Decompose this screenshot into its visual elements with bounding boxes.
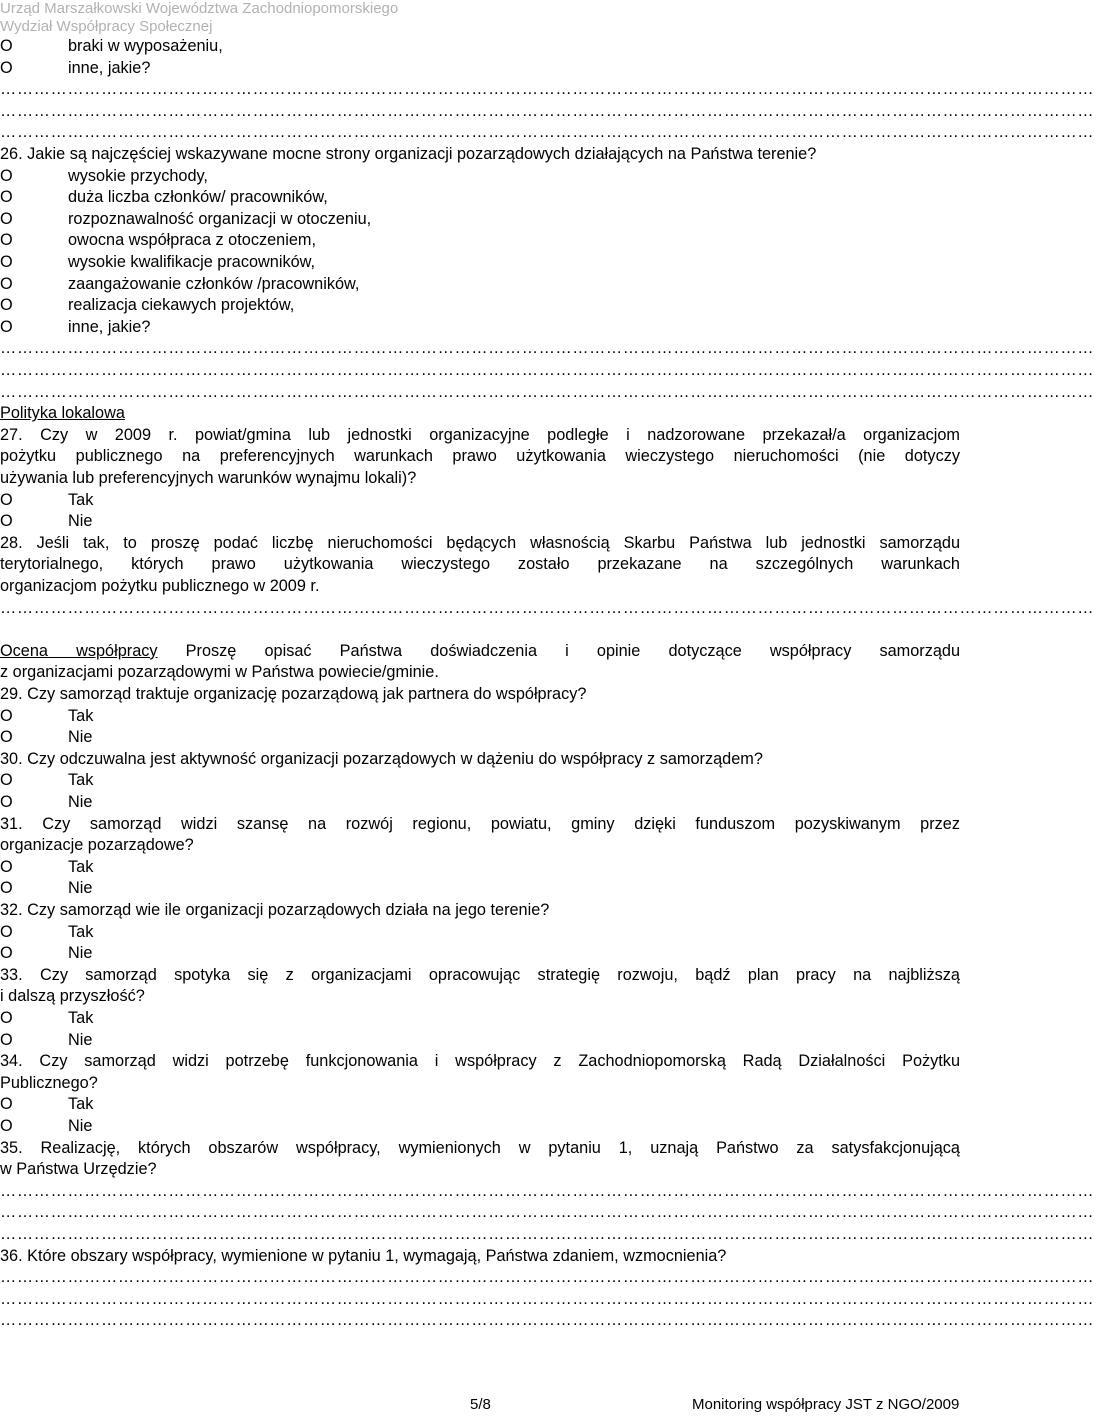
- question-text: 36. Które obszary współpracy, wymienione w pytaniu 1, wymagają, Państwa zdaniem, wzmocnienia?: [0, 1246, 727, 1265]
- option-label: Nie: [68, 944, 93, 963]
- answer-dotted-line: ……………………………………………………………………………………………………………………………………………………………………………: [0, 123, 1094, 142]
- answer-option: [0, 490, 960, 512]
- question-text: 34. Czy samorząd widzi potrzebę funkcjonowania i współpracy z Zachodniopomorską Radą Działalności Pożytku: [0, 1052, 960, 1071]
- option-label: realizacja ciekawych projektów,: [68, 296, 295, 315]
- option-circle-icon: O: [0, 274, 13, 293]
- option-circle-icon: O: [0, 296, 13, 315]
- option-label: Nie: [68, 1117, 93, 1135]
- answer-dotted-line: ……………………………………………………………………………………………………………………………………………………………………………: [0, 1268, 1094, 1287]
- question-text: 35. Realizację, których obszarów współpracy, wymienionych w pytaniu 1, uznają Państwo za satysfakcjonującą: [0, 1138, 960, 1157]
- option-label: inne, jakie?: [68, 58, 151, 77]
- question-text: pożytku publicznego na preferencyjnych warunkach prawo użytkowania wieczystego nieruchomości (nie dotyczy: [0, 447, 960, 466]
- answer-option: [0, 943, 960, 965]
- answer-option: [0, 230, 960, 252]
- blank-line: [0, 619, 960, 641]
- answer-dotted-line: ……………………………………………………………………………………………………………………………………………………………………………: [0, 1181, 1094, 1200]
- header-department: Wydział Współpracy Społecznej: [0, 18, 213, 35]
- option-circle-icon: O: [0, 1009, 13, 1027]
- option-label: zaangażowanie członków /pracowników,: [68, 274, 360, 293]
- option-circle-icon: O: [0, 944, 13, 963]
- option-circle-icon: O: [0, 1095, 13, 1114]
- question-text: 30. Czy odczuwalna jest aktywność organizacji pozarządowych w dążeniu do współpracy z samorządem?: [0, 749, 763, 768]
- question-text: Publicznego?: [0, 1073, 98, 1092]
- question-text: organizacje pozarządowe?: [0, 836, 194, 855]
- header-institution: Urząd Marszałkowski Województwa Zachodniopomorskiego: [0, 0, 399, 17]
- question-text: 28. Jeśli tak, to proszę podać liczbę nieruchomości będących własnością Skarbu Państwa lub jednostki samorządu: [0, 533, 960, 552]
- section-heading: Ocena współpracy: [0, 641, 158, 660]
- option-circle-icon: O: [0, 253, 13, 271]
- option-label: Tak: [68, 706, 94, 725]
- option-label: Tak: [68, 922, 94, 941]
- option-circle-icon: O: [0, 728, 13, 747]
- section-heading: Polityka lokalowa: [0, 404, 125, 423]
- option-label: Nie: [68, 512, 93, 531]
- question-text: 31. Czy samorząd widzi szansę na rozwój regionu, powiatu, gminy dzięki funduszom pozyskiwanym przez: [0, 814, 960, 833]
- answer-dotted-line: ……………………………………………………………………………………………………………………………………………………………………………: [0, 80, 1094, 99]
- question-text: 32. Czy samorząd wie ile organizacji pozarządowych działa na jego terenie?: [0, 901, 550, 919]
- option-label: Nie: [68, 1030, 93, 1049]
- question-text: organizacjom pożytku publicznego w 2009 r.: [0, 577, 320, 595]
- question-text: 26. Jakie są najczęściej wskazywane mocne strony organizacji pozarządowych działających na Państwa terenie?: [0, 145, 817, 163]
- answer-option: [0, 1116, 960, 1138]
- answer-option: [0, 187, 960, 209]
- answer-option: [0, 706, 960, 728]
- option-circle-icon: O: [0, 166, 13, 185]
- answer-dotted-line: ……………………………………………………………………………………………………………………………………………………………………………: [0, 1311, 1094, 1330]
- answer-option: [0, 252, 960, 274]
- option-label: braki w wyposażeniu,: [68, 37, 223, 55]
- option-label: Nie: [68, 793, 93, 811]
- option-circle-icon: O: [0, 706, 13, 725]
- answer-option: [0, 295, 960, 317]
- option-circle-icon: O: [0, 490, 13, 509]
- option-circle-icon: O: [0, 793, 13, 811]
- question-text: terytorialnego, których prawo użytkowania wieczystego zostało przekazane na szczególnych warunkach: [0, 555, 960, 574]
- question-text: z organizacjami pozarządowymi w Państwa powiecie/gminie.: [0, 663, 439, 682]
- option-circle-icon: O: [0, 771, 13, 790]
- option-label: wysokie kwalifikacje pracowników,: [68, 253, 316, 271]
- option-circle-icon: O: [0, 857, 13, 876]
- answer-dotted-line: ……………………………………………………………………………………………………………………………………………………………………………: [0, 382, 1094, 401]
- ocena-intro: [0, 641, 960, 663]
- option-circle-icon: O: [0, 37, 13, 55]
- answer-option: [0, 1094, 960, 1116]
- question-text: 33. Czy samorząd spotyka się z organizacjami opracowując strategię rozwoju, bądź plan pracy na najbliższą: [0, 965, 960, 984]
- answer-dotted-line: ……………………………………………………………………………………………………………………………………………………………………………: [0, 101, 1094, 120]
- answer-dotted-line: ……………………………………………………………………………………………………………………………………………………………………………: [0, 1289, 1094, 1308]
- option-label: Nie: [68, 879, 93, 898]
- answer-option: [0, 922, 960, 944]
- question-text: i dalszą przyszłość?: [0, 987, 145, 1006]
- option-label: Tak: [68, 1095, 94, 1114]
- answer-option: [0, 878, 960, 900]
- option-circle-icon: O: [0, 58, 13, 77]
- option-label: Tak: [68, 1009, 94, 1027]
- answer-option: [0, 36, 960, 58]
- option-label: Nie: [68, 728, 93, 747]
- question-text: 27. Czy w 2009 r. powiat/gmina lub jednostki organizacyjne podległe i nadzorowane przekazał/a organizacjom: [0, 425, 960, 444]
- question-text: 29. Czy samorząd traktuje organizację pozarządową jak partnera do współpracy?: [0, 685, 587, 703]
- answer-option: [0, 792, 960, 814]
- answer-option: [0, 727, 960, 749]
- answer-option: [0, 58, 960, 80]
- answer-option: [0, 1008, 960, 1030]
- answer-option: [0, 857, 960, 879]
- option-label: Tak: [68, 490, 94, 509]
- answer-dotted-line: ……………………………………………………………………………………………………………………………………………………………………………: [0, 361, 1094, 379]
- option-label: inne, jakie?: [68, 317, 151, 336]
- question-text: używania lub preferencyjnych warunków wynajmu lokali)?: [0, 469, 417, 487]
- page-number: 5/8: [470, 1396, 491, 1413]
- option-label: Tak: [68, 771, 94, 790]
- question-text: w Państwa Urzędzie?: [0, 1160, 157, 1179]
- option-circle-icon: O: [0, 922, 13, 941]
- answer-dotted-line: ……………………………………………………………………………………………………………………………………………………………………………: [0, 1203, 1094, 1222]
- answer-option: [0, 209, 960, 231]
- option-circle-icon: O: [0, 188, 13, 207]
- option-label: wysokie przychody,: [68, 166, 208, 185]
- answer-option: [0, 274, 960, 296]
- option-circle-icon: O: [0, 209, 13, 228]
- answer-option: [0, 1030, 960, 1052]
- answer-dotted-line: ……………………………………………………………………………………………………………………………………………………………………………: [0, 339, 1094, 358]
- option-label: duża liczba członków/ pracowników,: [68, 188, 328, 207]
- option-circle-icon: O: [0, 317, 13, 336]
- ocena-intro-text: Proszę opisać Państwa doświadczenia i opinie dotyczące współpracy samorządu: [157, 641, 961, 660]
- option-label: Tak: [68, 857, 94, 876]
- answer-dotted-line: ……………………………………………………………………………………………………………………………………………………………………………: [0, 1225, 1094, 1243]
- answer-option: [0, 511, 960, 533]
- option-label: rozpoznawalność organizacji w otoczeniu,: [68, 209, 372, 228]
- option-circle-icon: O: [0, 1117, 13, 1135]
- answer-option: [0, 317, 960, 339]
- answer-option: [0, 770, 960, 792]
- answer-option: [0, 166, 960, 188]
- option-circle-icon: O: [0, 1030, 13, 1049]
- option-circle-icon: O: [0, 879, 13, 898]
- option-circle-icon: O: [0, 512, 13, 531]
- option-label: owocna współpraca z otoczeniem,: [68, 231, 316, 250]
- answer-dotted-line: ……………………………………………………………………………………………………………………………………………………………………………: [0, 598, 1094, 617]
- option-circle-icon: O: [0, 231, 13, 250]
- footer-title: Monitoring współpracy JST z NGO/2009: [692, 1396, 960, 1413]
